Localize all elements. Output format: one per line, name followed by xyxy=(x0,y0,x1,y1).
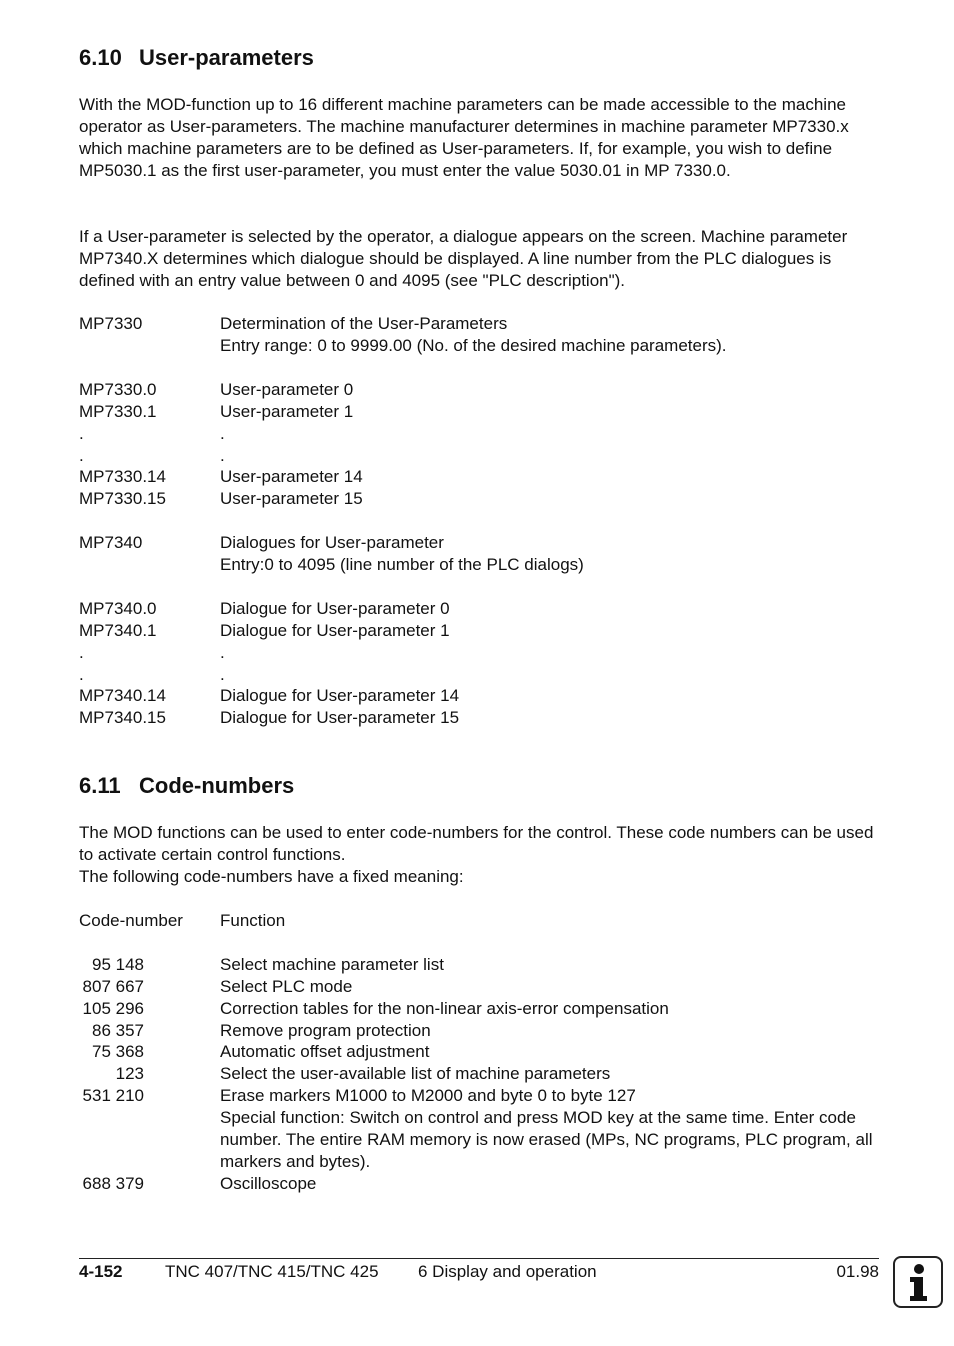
param-key: . xyxy=(79,665,84,684)
footer-date: 01.98 xyxy=(836,1262,879,1281)
param-row xyxy=(79,335,879,357)
param-key: MP7340.15 xyxy=(79,708,166,727)
param-desc: . xyxy=(220,446,225,465)
code-row xyxy=(79,1020,879,1042)
param-desc: Dialogue for User-parameter 1 xyxy=(220,621,450,640)
param-key: MP7340.14 xyxy=(79,686,166,705)
footer-model: TNC 407/TNC 415/TNC 425 xyxy=(165,1262,379,1281)
code-number: 531 210 xyxy=(82,1086,144,1105)
footer-divider xyxy=(79,1258,879,1259)
code-function: Automatic offset adjustment xyxy=(220,1042,430,1061)
param-row xyxy=(79,664,879,686)
code-table-header xyxy=(79,910,879,932)
param-row xyxy=(79,707,879,729)
paragraph: If a User-parameter is selected by the operator, a dialogue appears on the screen. Machine parameter MP7340.X determines which dialogue should be displayed. A line number from the PLC dialogues is defined with an entry value between 0 and 4095 (see "PLC description"). xyxy=(79,227,848,290)
param-desc: Dialogue for User-parameter 14 xyxy=(220,686,460,705)
page-footer xyxy=(79,1261,879,1285)
param-key: . xyxy=(79,643,84,662)
param-row xyxy=(79,532,879,554)
code-number: 95 148 xyxy=(92,955,144,974)
param-desc: User-parameter 15 xyxy=(220,489,363,508)
param-desc: Entry:0 to 4095 (line number of the PLC dialogs) xyxy=(220,555,584,574)
param-key: . xyxy=(79,446,84,465)
paragraph: The following code-numbers have a fixed meaning: xyxy=(79,867,464,886)
param-row xyxy=(79,598,879,620)
param-desc: Dialogue for User-parameter 15 xyxy=(220,708,460,727)
param-row xyxy=(79,313,879,335)
param-key: MP7340.1 xyxy=(79,621,157,640)
section-title: Code-numbers xyxy=(139,773,295,798)
code-row xyxy=(79,1107,879,1173)
code-function: Erase markers M1000 to M2000 and byte 0 to byte 127 xyxy=(220,1086,636,1105)
param-row xyxy=(79,685,879,707)
section-heading-code-numbers xyxy=(79,772,294,800)
param-row xyxy=(79,554,879,576)
param-key: MP7340 xyxy=(79,533,143,552)
code-row xyxy=(79,1085,879,1107)
param-row xyxy=(79,620,879,642)
param-desc: . xyxy=(220,643,225,662)
param-row xyxy=(79,379,879,401)
param-row xyxy=(79,466,879,488)
info-icon xyxy=(893,1256,943,1308)
code-function: Remove program protection xyxy=(220,1021,431,1040)
page-number: 4-152 xyxy=(79,1262,123,1281)
code-row xyxy=(79,954,879,976)
code-number: 807 667 xyxy=(82,977,144,996)
param-desc: . xyxy=(220,424,225,443)
code-function: Correction tables for the non-linear axis-error compensation xyxy=(220,999,669,1018)
param-key: MP7330.1 xyxy=(79,402,157,421)
code-row xyxy=(79,1173,879,1195)
code-number: 75 368 xyxy=(92,1042,144,1061)
section-heading-user-parameters xyxy=(79,44,314,72)
code-row xyxy=(79,976,879,998)
paragraph: The MOD functions can be used to enter code-numbers for the control. These code numbers can be used to activate certain control functions. xyxy=(79,823,874,864)
function-header-label: Function xyxy=(220,911,286,930)
param-row xyxy=(79,401,879,423)
param-key: MP7330.14 xyxy=(79,467,166,486)
code-row xyxy=(79,998,879,1020)
param-desc: User-parameter 1 xyxy=(220,402,354,421)
param-key: MP7330.15 xyxy=(79,489,166,508)
param-desc: User-parameter 14 xyxy=(220,467,363,486)
section-number: 6.11 xyxy=(79,773,121,798)
param-row xyxy=(79,488,879,510)
footer-chapter: 6 Display and operation xyxy=(418,1262,597,1281)
param-desc: . xyxy=(220,665,225,684)
code-number: 105 296 xyxy=(82,999,144,1018)
param-key: MP7340.0 xyxy=(79,599,157,618)
code-number: 688 379 xyxy=(82,1174,144,1193)
param-desc: Dialogue for User-parameter 0 xyxy=(220,599,450,618)
code-function: Select PLC mode xyxy=(220,977,353,996)
code-row xyxy=(79,1041,879,1063)
code-function: Oscilloscope xyxy=(220,1174,317,1193)
code-row xyxy=(79,1063,879,1085)
code-function: Special function: Switch on control and press MOD key at the same time. Enter code number. The entire RAM memory is now erased (MPs, NC programs, PLC program, all markers and bytes). xyxy=(220,1108,873,1171)
param-row xyxy=(79,445,879,467)
code-number: 86 357 xyxy=(92,1021,144,1040)
code-function: Select machine parameter list xyxy=(220,955,444,974)
param-key: . xyxy=(79,424,84,443)
param-key: MP7330.0 xyxy=(79,380,157,399)
code-header-label: Code-number xyxy=(79,911,183,930)
param-row xyxy=(79,642,879,664)
param-desc: Determination of the User-Parameters xyxy=(220,314,508,333)
paragraph: With the MOD-function up to 16 different machine parameters can be made accessible to the machine operator as User-parameters. The machine manufacturer determines in machine parameter MP7330.x which machine parameters are to be defined as User-parameters. If, for example, you wish to define MP5030.1 as the first user-parameter, you must enter the value 5030.01 in MP 7330.0. xyxy=(79,95,849,180)
param-desc: User-parameter 0 xyxy=(220,380,354,399)
param-row xyxy=(79,423,879,445)
section-number: 6.10 xyxy=(79,45,122,70)
section-title: User-parameters xyxy=(139,45,314,70)
param-key: MP7330 xyxy=(79,314,143,333)
code-function: Select the user-available list of machine parameters xyxy=(220,1064,611,1083)
param-desc: Dialogues for User-parameter xyxy=(220,533,444,552)
code-number: 123 xyxy=(115,1064,144,1083)
param-desc: Entry range: 0 to 9999.00 (No. of the desired machine parameters). xyxy=(220,336,727,355)
